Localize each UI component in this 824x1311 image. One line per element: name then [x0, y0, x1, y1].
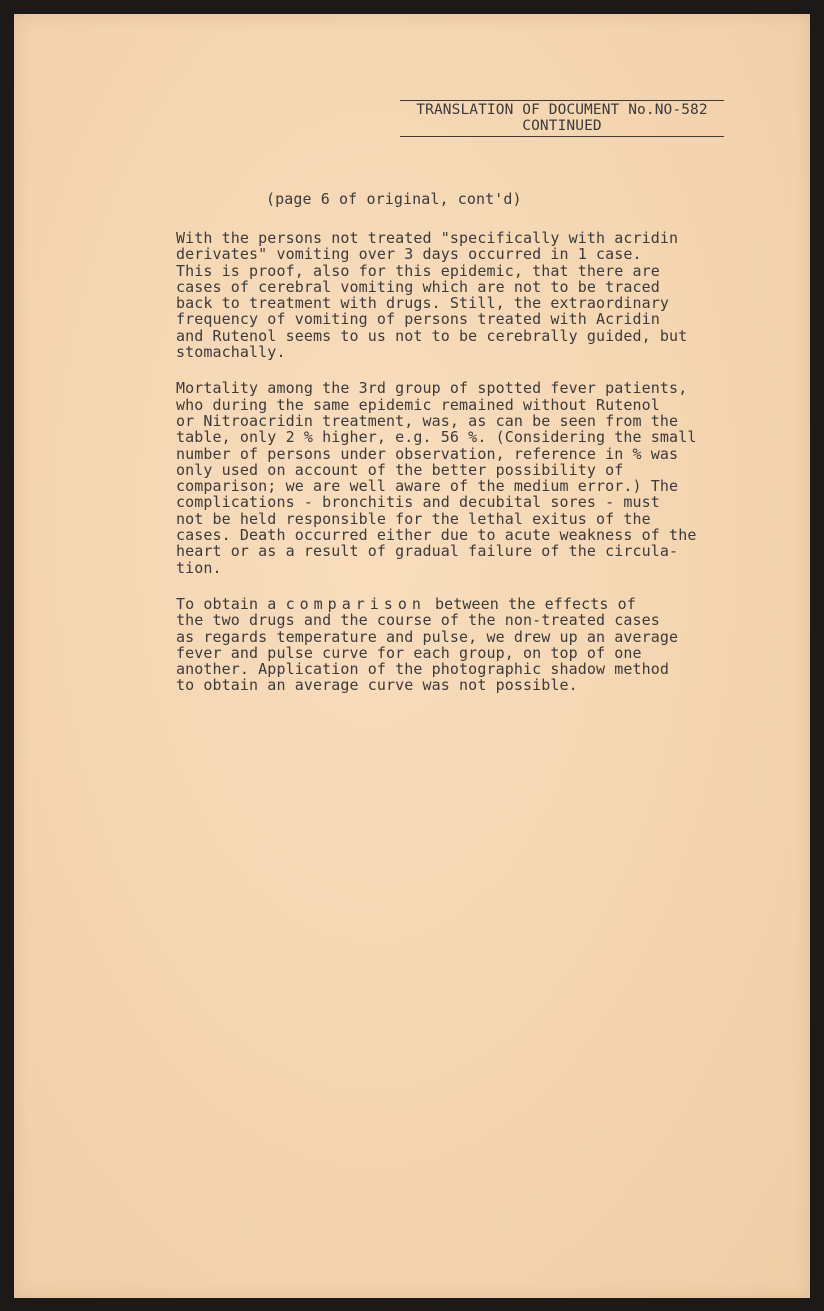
header-continued: CONTINUED	[400, 118, 724, 137]
document-sheet	[14, 14, 810, 1298]
header-title: TRANSLATION OF DOCUMENT No.NO-582	[400, 100, 724, 118]
page-reference: (page 6 of original, cont'd)	[266, 190, 522, 208]
paragraph-vomiting: With the persons not treated "specifically with acridin derivates" vomiting over 3 days occurred in 1 case. This is proof, also for this epidemic, that there are cases of cerebral vomiting which are not to be traced back to treatment with drugs. Still, the extraordinary frequency of vomiting of persons treated with Acridin and Rutenol seems to us not to be cerebrally guided, but stomachally.	[176, 229, 688, 362]
document-body	[176, 230, 746, 714]
paragraph-mortality: Mortality among the 3rd group of spotted fever patients, who during the same epidemic remained without Rutenol or Nitroacridin treatment, was, as can be seen from the table, only 2 % higher, e.g. 56 %. (Considering the small number of persons under observation, reference in % was only used on account of the better possibility of comparison; we are well aware of the medium error.) The complications - bronchitis and decubital sores - must not be held responsible for the lethal exitus of the cases. Death occurred either due to acute weakness of the heart or as a result of gradual failure of the circula- tion.	[176, 379, 697, 577]
paragraph-comparison-lead: To obtain a	[176, 594, 286, 613]
document-header	[400, 100, 724, 137]
paragraph-comparison-spaced-word: comparison	[285, 594, 426, 613]
paragraph-comparison	[176, 596, 746, 694]
paragraph-comparison-rest: between the effects of the two drugs and the course of the non-treated cases as regards temperature and pulse, we drew up an average fever and pulse curve for each group, on top of one another. Application of the photographic shadow method to obtain an average curve was not possible.	[176, 594, 679, 695]
